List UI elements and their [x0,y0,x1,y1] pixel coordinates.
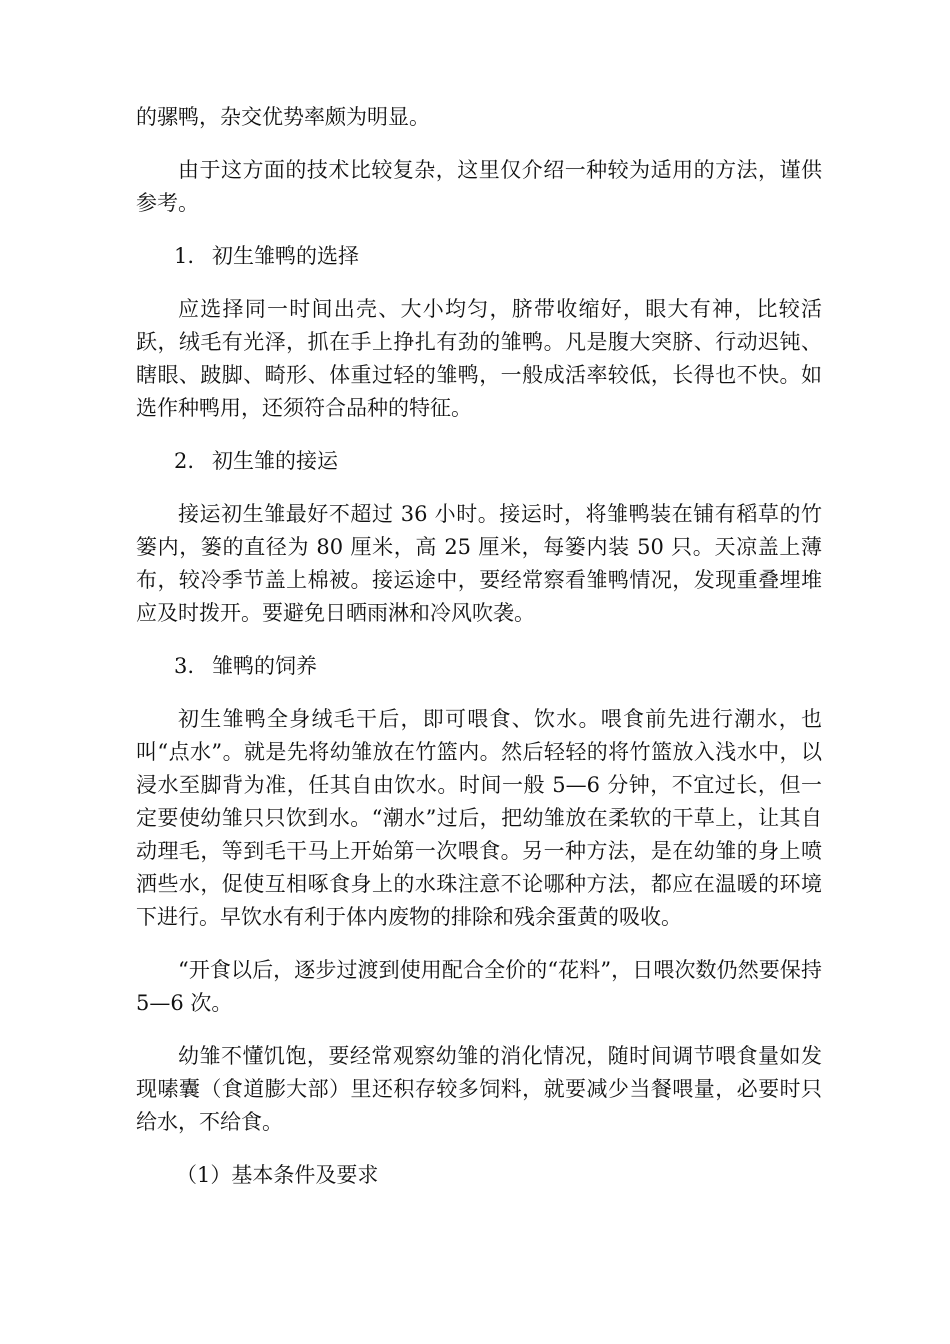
paragraph-selection: 应选择同一时间出壳、大小均匀，脐带收缩好，眼大有神，比较活跃，绒毛有光泽，抓在手上挣扎有劲的雏鸭。凡是腹大突脐、行动迟钝、瞎眼、跛脚、畸形、体重过轻的雏鸭，一般成活率较低，长得也不快。如选作种鸭用，还须符合品种的特征。 [136,297,822,420]
section-number: 3. [174,654,195,678]
section-heading-3 [136,650,822,683]
section-heading-2 [136,445,822,478]
section-title: 雏鸭的饲养 [212,654,317,678]
paragraph-feeding: 初生雏鸭全身绒毛干后，即可喂食、饮水。喂食前先进行潮水，也叫“点水”。就是先将幼雏放在竹篮内。然后轻轻的将竹篮放入浅水中，以浸水至脚背为准，任其自由饮水。时间一般 5—6 分钟，不宜过长，但一定要使幼雏只只饮到水。“潮水”过后，把幼雏放在柔软的干草上，让其自动理毛，等到毛干马上开始第一次喂食。另一种方法，是在幼雏的身上喷洒些水，促使互相啄食身上的水珠注意不论哪种方法，都应在温暖的环境下进行。早饮水有利于体内废物的排除和残余蛋黄的吸收。 [136,707,822,929]
document-body [136,101,822,1212]
paragraph-transport: 接运初生雏最好不超过 36 小时。接运时，将雏鸭装在铺有稻草的竹篓内，篓的直径为 80 厘米，高 25 厘米，每篓内装 50 只。天凉盖上薄布，较冷季节盖上棉被。接运途中，要经常察看雏鸭情况，发现重叠埋堆应及时拨开。要避免日晒雨淋和冷风吹袭。 [136,502,822,625]
paragraph-continuation: 的骡鸭，杂交优势率颇为明显。 [136,105,430,129]
paragraph-digestion: 幼雏不懂饥饱，要经常观察幼雏的消化情况，随时间调节喂食量如发现嗉囊（食道膨大部）里还积存较多饲料，就要减少当餐喂量，必要时只给水，不给食。 [136,1044,822,1134]
paragraph-intro: 由于这方面的技术比较复杂，这里仅介绍一种较为适用的方法，谨供参考。 [136,158,822,215]
subsection-heading: （1）基本条件及要求 [176,1163,379,1187]
section-number: 1. [174,244,195,268]
section-title: 初生雏鸭的选择 [212,244,359,268]
section-heading-1 [136,240,822,273]
section-title: 初生雏的接运 [212,449,338,473]
paragraph-feeding-schedule: “开食以后，逐步过渡到使用配合全价的“花料”，日喂次数仍然要保持 5—6 次。 [136,958,822,1015]
section-number: 2. [174,449,195,473]
